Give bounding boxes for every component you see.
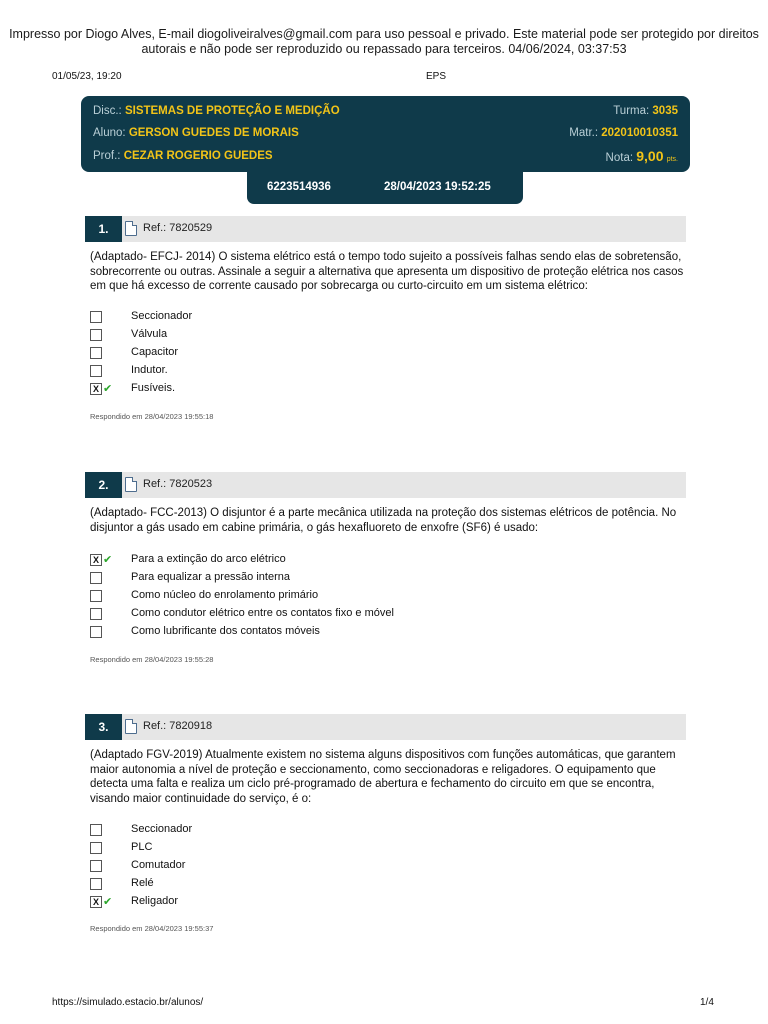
question-3-number: 3. — [85, 714, 122, 740]
question-1-number: 1. — [85, 216, 122, 242]
disc-row — [93, 105, 340, 117]
matr-label: Matr.: — [569, 127, 599, 139]
option-label: Relé — [131, 877, 154, 889]
document-icon — [125, 221, 137, 236]
option-label: Como condutor elétrico entre os contatos fixo e móvel — [131, 607, 394, 619]
checkbox[interactable] — [90, 590, 102, 602]
print-footer-url: https://simulado.estacio.br/alunos/ — [52, 997, 204, 1008]
option-label: Como núcleo do enrolamento primário — [131, 589, 319, 601]
aluno-label: Aluno: — [93, 127, 126, 139]
print-date: 01/05/23, 19:20 — [52, 71, 122, 82]
checkbox[interactable] — [90, 572, 102, 584]
exam-code: 6223514936 — [267, 181, 331, 193]
checkbox[interactable] — [90, 608, 102, 620]
option-label: Comutador — [131, 859, 186, 871]
turma-row — [613, 105, 678, 117]
question-3-text: (Adaptado FGV-2019) Atualmente existem no sistema alguns dispositivos com funções automáticas, que garantem maior autonomia a nível de proteção e seccionamento, como seccionadoras e religadores. O equipamento que detecta uma falta e realiza um ciclo pré-programado de abertura e fechamento do circuito em que se encontra, visando maior continuidade do serviço, é o: — [90, 749, 676, 805]
question-1-ref: Ref.: 7820529 — [143, 222, 213, 234]
nota-label: Nota: — [605, 152, 634, 164]
checkbox[interactable] — [90, 860, 102, 872]
question-3-ref: Ref.: 7820918 — [143, 720, 213, 732]
exam-code-bar — [247, 172, 523, 204]
option-label: Seccionador — [131, 310, 193, 322]
matr-row — [569, 127, 678, 139]
option-label: Fusíveis. — [131, 382, 176, 394]
turma-value: 3035 — [652, 105, 678, 117]
checked-checkbox[interactable]: X — [90, 896, 102, 908]
aluno-row — [93, 127, 299, 139]
matr-value: 202010010351 — [601, 127, 678, 139]
correct-check-icon: ✔ — [103, 554, 113, 566]
prof-value: CEZAR ROGERIO GUEDES — [123, 150, 273, 162]
nota-pts: pts. — [666, 156, 678, 163]
checkbox[interactable] — [90, 365, 102, 377]
disc-label: Disc.: — [93, 105, 122, 117]
prof-row — [93, 150, 273, 162]
print-footer-page: 1/4 — [700, 997, 714, 1008]
question-2-answered: Respondido em 28/04/2023 19:55:28 — [90, 655, 214, 664]
checkbox[interactable] — [90, 626, 102, 638]
prof-label: Prof.: — [93, 150, 121, 162]
checkbox[interactable] — [90, 824, 102, 836]
checked-checkbox[interactable]: X — [90, 383, 102, 395]
checkbox[interactable] — [90, 842, 102, 854]
exam-datetime: 28/04/2023 19:52:25 — [384, 181, 491, 193]
question-3-answered: Respondido em 28/04/2023 19:55:37 — [90, 924, 214, 933]
document-icon — [125, 719, 137, 734]
option-label: Válvula — [131, 328, 168, 340]
checked-checkbox[interactable]: X — [90, 554, 102, 566]
correct-check-icon: ✔ — [103, 383, 113, 395]
print-watermark — [0, 27, 768, 57]
watermark-line-2: autorais e não pode ser reproduzido ou repassado para terceiros. 04/06/2024, 03:37:53 — [141, 42, 627, 56]
exam-header — [81, 96, 690, 172]
question-2-text: (Adaptado- FCC-2013) O disjuntor é a parte mecânica utilizada na proteção dos sistemas elétricos de potência. No disjuntor a gás usado em cabine primária, o gás hexafluoreto de enxofre (SF6) é usado: — [90, 507, 677, 534]
option-label: Religador — [131, 895, 179, 907]
question-1-answered: Respondido em 28/04/2023 19:55:18 — [90, 412, 214, 421]
question-1-bar — [85, 216, 686, 242]
question-1-text: (Adaptado- EFCJ- 2014) O sistema elétrico está o tempo todo sujeito a possíveis falhas sendo elas de sobretensão, sobrecorrente ou outras. Assinale a seguir a alternativa que apresenta um dispositivo de proteção elétrica nos casos em que há excesso de corrente causado por sobrecarga ou curto-circuito em um sistema elétrico: — [90, 251, 684, 292]
checkbox[interactable] — [90, 311, 102, 323]
option-label: Para a extinção do arco elétrico — [131, 553, 286, 565]
aluno-value: GERSON GUEDES DE MORAIS — [128, 127, 299, 139]
checkbox[interactable] — [90, 878, 102, 890]
option-label: Capacitor — [131, 346, 179, 358]
nota-value: 9,00 — [636, 148, 664, 164]
question-3-bar — [85, 714, 686, 740]
nota-row — [606, 148, 678, 164]
option-label: Seccionador — [131, 823, 193, 835]
option-label: Indutor. — [131, 364, 168, 376]
option-label: Para equalizar a pressão interna — [131, 571, 290, 583]
checkbox[interactable] — [90, 347, 102, 359]
document-icon — [125, 477, 137, 492]
correct-check-icon: ✔ — [103, 896, 113, 908]
turma-label: Turma: — [613, 105, 650, 117]
watermark-line-1: Impresso por Diogo Alves, E-mail diogoliveiralves@gmail.com para uso pessoal e privado. Este material pode ser protegido por direitos — [9, 27, 759, 41]
option-label: PLC — [131, 841, 153, 853]
question-2-number: 2. — [85, 472, 122, 498]
question-2-ref: Ref.: 7820523 — [143, 478, 213, 490]
checkbox[interactable] — [90, 329, 102, 341]
option-label: Como lubrificante dos contatos móveis — [131, 625, 320, 637]
question-2-bar — [85, 472, 686, 498]
disc-value: SISTEMAS DE PROTEÇÃO E MEDIÇÃO — [124, 105, 340, 117]
print-title: EPS — [426, 71, 447, 82]
